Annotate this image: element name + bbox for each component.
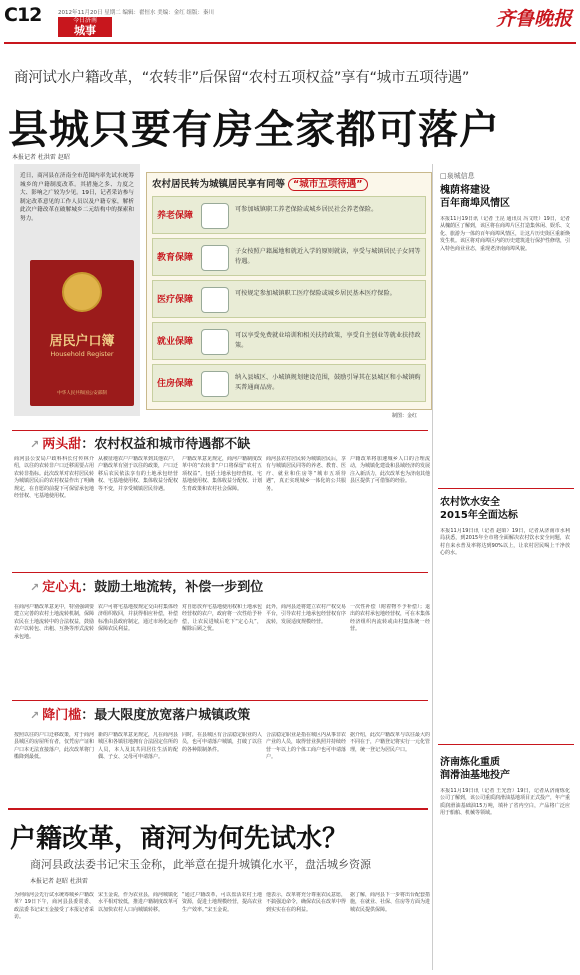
main-headline: 县城只要有房全家都可落户 xyxy=(8,107,500,153)
article-column: 商河县农村居民转为城镇居民后，享有与城镇居民同等的养老、教育、医疗、就业和住房等“城市五项待遇”，真正实现城乡一体化的公共服务。 xyxy=(266,456,346,492)
arrow-icon: ↗ xyxy=(30,438,40,451)
section-divider xyxy=(12,430,428,431)
section-divider xyxy=(12,572,428,573)
benefit-text: 纳入县城区、小城镇规划建设范围，鼓励引导其在县城区和小城镇购买普通商品房。 xyxy=(235,374,421,391)
benefit-label: 养老保障 xyxy=(157,211,194,221)
article-column: 一次性补偿（附着物不予补偿）；退出的农村承包地经营权，可在本集体经济组织内流转或由村集体统一经营。 xyxy=(350,604,430,633)
section-divider xyxy=(12,700,428,701)
sidebar-headline-line: 槐荫将建设 xyxy=(440,185,490,196)
lower-story-divider xyxy=(8,808,428,810)
benefit-label: 教育保障 xyxy=(157,253,194,263)
sidebar-separator xyxy=(438,488,574,489)
sidebar-article: 本报11月19日讯（记者 王光营）19日，记者从济南炼化公司了解到，该公司重质润滑油基地项目正式投产，年产重质润滑油基础油15万吨，填补了省内空白，产品将广泛应用于船舶、机械等领域。 xyxy=(440,788,570,817)
article-column: 户籍改革意见规定，商河户籍制度改革中的“农转非”户口将保留“农村五项权益”，包括土地承包经营权、宅基地使用权、集体收益分配权、计划生育政策和农村社会保障。 xyxy=(182,456,262,492)
benefit-row-medical xyxy=(152,280,426,318)
section-heading-key: 降门槛 xyxy=(42,708,82,723)
masthead-meta: 2012年11月20日 星期二 编辑：翟恒水 美编：金红 组版：秦川 xyxy=(58,10,214,16)
article-column: 新的户籍改革意见规定，凡在商河县城区和各镇驻地拥有合法固定住所的人员，本人及其共同居住生活的配偶、子女、父母可申请落户。 xyxy=(98,732,178,761)
infographic-title xyxy=(152,176,368,190)
photo-book-footer: 中华人民共和国公安部制 xyxy=(57,391,107,396)
sidebar-article: 本报11月19日讯（记者 赵昭）19日，记者从济南市水利局获悉，到2015年全市将全面解决农村饮水安全问题，农村自来水普及率将达到90%以上，让农村居民喝上干净放心的水。 xyxy=(440,528,570,557)
main-byline: 本报记者 杜洪雷 赵昭 xyxy=(12,154,70,161)
lower-headline: 户籍改革，商河为何先试水？ xyxy=(10,824,349,854)
sidebar-headline-line: 润滑油基地投产 xyxy=(440,770,510,781)
article-column: 在商河户籍改革意见中，特别强调要建立完善的农村土地流转机制，保障农民在土地流转中的合法权益，鼓励农户以转包、出租、互换等形式流转承包地。 xyxy=(14,604,94,640)
article-column: 户籍改革将加速城乡人口的合理流动，为城镇化建设和县域经济的发展注入新活力，此次改革也为济南其他县区提供了可借鉴的经验。 xyxy=(350,456,430,485)
benefit-row-education xyxy=(152,238,426,276)
benefit-row-pension xyxy=(152,196,426,234)
lower-deck: 商河县政法委书记宋玉金称，此举意在提升城镇化水平，盘活城乡资源 xyxy=(30,858,371,871)
lower-byline: 本报记者 赵昭 杜洪雷 xyxy=(30,878,88,885)
sidebar-headline-line: 济南炼化重质 xyxy=(440,757,500,768)
newspaper-logo: 齐鲁晚报 xyxy=(495,8,572,30)
sidebar-headline-line: 2015年全面达标 xyxy=(440,510,518,521)
section-tab xyxy=(58,17,112,37)
sidebar-tag-text: 泉城信息 xyxy=(446,172,475,180)
benefit-label: 医疗保障 xyxy=(157,295,194,305)
sidebar-headline xyxy=(440,496,518,522)
header-divider xyxy=(4,42,576,44)
photo-book-subtitle: Household Register xyxy=(50,350,114,358)
sidebar-separator xyxy=(438,744,574,745)
sidebar-divider xyxy=(432,164,433,970)
sidebar-headline xyxy=(440,756,510,782)
section-heading-text: ：鼓励土地流转，补偿一步到位 xyxy=(81,580,264,595)
section-heading-1 xyxy=(30,433,250,452)
section-tab-label: 今日济南 xyxy=(72,17,97,24)
infographic-title-highlight: “城市五项待遇” xyxy=(288,178,368,191)
article-column: 按照以往的户口迁移政策，对于商河县城区的房屋所有者，仅凭房产证和户口本无法直接落户，此次改革将门槛降到最低。 xyxy=(14,732,94,761)
benefit-text: 可按规定参加城镇职工医疗保险或城乡居民基本医疗保险。 xyxy=(235,290,396,297)
article-column: 从被征地农户户籍改革到其他农户，户籍改革有别于以往的政策，户口迁移后农民依法享有的土地承包经营权、宅基地使用权、集体收益分配权等不变，并享受城镇居民待遇。 xyxy=(98,456,178,492)
infographic-title-text: 农村居民转为城镇居民享有同等 xyxy=(152,179,286,190)
article-column: 宋玉金说，作为农业县，商河城镇化水平相对较低，推进户籍制度改革可以加快农村人口向城镇转移。 xyxy=(98,892,178,913)
sidebar-tag xyxy=(440,171,475,181)
article-column: 为何商河会先行试水统筹城乡户籍改革？19日下午，商河县县委常委、政法委书记宋玉金接受了本报记者采访。 xyxy=(14,892,94,921)
benefit-row-employment xyxy=(152,322,426,360)
benefit-text: 可以享受免费就业培训和相关扶持政策，享受自主创业等就业扶持政策。 xyxy=(235,332,421,349)
benefit-label: 就业保障 xyxy=(157,337,194,347)
article-column: 据介绍，此次户籍改革与以往最大的不同在于，户籍登记将实行一元化管理，统一登记为居民户口。 xyxy=(350,732,430,753)
info-square-icon: □ xyxy=(440,172,447,180)
photo-book-title: 居民户口簿 xyxy=(49,334,115,349)
section-heading-key: 两头甜 xyxy=(42,437,82,452)
section-heading-text: ：最大限度放宽落户城镇政策 xyxy=(81,708,251,723)
infographic-credit: 制图：金红 xyxy=(392,413,418,419)
section-heading-2 xyxy=(30,576,263,595)
arrow-icon: ↗ xyxy=(30,581,40,594)
section-heading-key: 定心丸 xyxy=(42,580,82,595)
benefit-text: 子女按照户籍属地和就近入学的原则就读，享受与城镇居民子女同等待遇。 xyxy=(235,248,421,265)
benefit-text: 可参加城镇职工养老保险或城乡居民社会养老保险。 xyxy=(235,206,378,213)
employment-icon xyxy=(201,329,229,355)
sidebar-headline-line: 农村饮水安全 xyxy=(440,497,500,508)
article-column: 他表示，改革将充分尊重农民意愿，不搞强迫命令，确保农民在改革中得到实实在在的利益。 xyxy=(266,892,346,913)
section-heading-text: ：农村权益和城市待遇都不缺 xyxy=(81,437,251,452)
article-column: 合法稳定职业是指在城区内从事非农产业的人员，取得营业执照并持续经营一年以上的个体工商户也可申请落户。 xyxy=(266,732,346,761)
housing-icon xyxy=(201,371,229,397)
article-column: 此外，商河县还将建立农村产权交易平台，引导农村土地承包经营权有序流转，发展适度规模经营。 xyxy=(266,604,346,625)
article-column: 商河县公安局户政科科长付传林介绍，以往的农转非户口迁移需要占用农转非指标。此次改革对农村居民转为城镇居民后的农村权益作出了明确规定，在自愿的前提下可保留承包地经营权、宅基地使用权。 xyxy=(14,456,94,500)
article-column: “通过户籍改革，可以盘活农村土地资源，促进土地规模经营，提高农业生产效率。”宋玉金说。 xyxy=(182,892,262,913)
national-emblem-icon xyxy=(62,272,102,312)
benefit-row-housing xyxy=(152,364,426,402)
education-icon xyxy=(201,245,229,271)
section-heading-3 xyxy=(30,704,250,723)
sidebar-article: 本报11月19日讯（记者 王昆 通讯员 冯文旺）19日，记者从槐荫区了解到，该区将在商埠片区打造集休闲、娱乐、文化、旅游为一体的百年商埠风情区，让这片历史街区重新焕发生机。该区将对商埠区内的历史建筑进行保护性修缮，引入特色商业业态，重现老济南商埠风貌。 xyxy=(440,216,570,252)
article-column: 同时，在县城区有合法稳定职业的人员，也可申请落户城镇，打破了以往的各种限制条件。 xyxy=(182,732,262,753)
page-number: C12 xyxy=(4,4,42,26)
sidebar-headline-line: 百年商埠风情区 xyxy=(440,198,510,209)
lead-paragraph: 近日，商河县在济南全市范围内率先试水统筹城乡的户籍制度改革。其措施之多、力度之大、影响之广较为少见。19日，记者采访参与制定改革意见的工作人员以及户籍专家，解析此次户籍改革在破解城乡二元结构中的探索和努力。 xyxy=(20,173,134,222)
article-column: 对自愿放弃宅基地使用权和土地承包经营权的农户，政府将一次性给予补偿，让农民进城后吃下“定心丸”，解除后顾之忧。 xyxy=(182,604,262,633)
pension-icon xyxy=(201,203,229,229)
sidebar-headline xyxy=(440,184,510,210)
arrow-icon: ↗ xyxy=(30,709,40,722)
benefit-label: 住房保障 xyxy=(157,379,194,389)
article-column: 据了解，商河县下一步将出台配套措施，在就业、社保、住房等方面为进城农民提供保障。 xyxy=(350,892,430,913)
medical-icon xyxy=(201,287,229,313)
section-name: 城事 xyxy=(74,24,96,37)
article-column: 农户可将宅基地按规定交由村集体经济组织收回，并获得相应补偿，补偿标准由县政府制定，通过市场化运作保障农民利益。 xyxy=(98,604,178,633)
headline-kicker: 商河试水户籍改革，“农转非”后保留“农村五项权益”享有“城市五项待遇” xyxy=(14,70,470,86)
